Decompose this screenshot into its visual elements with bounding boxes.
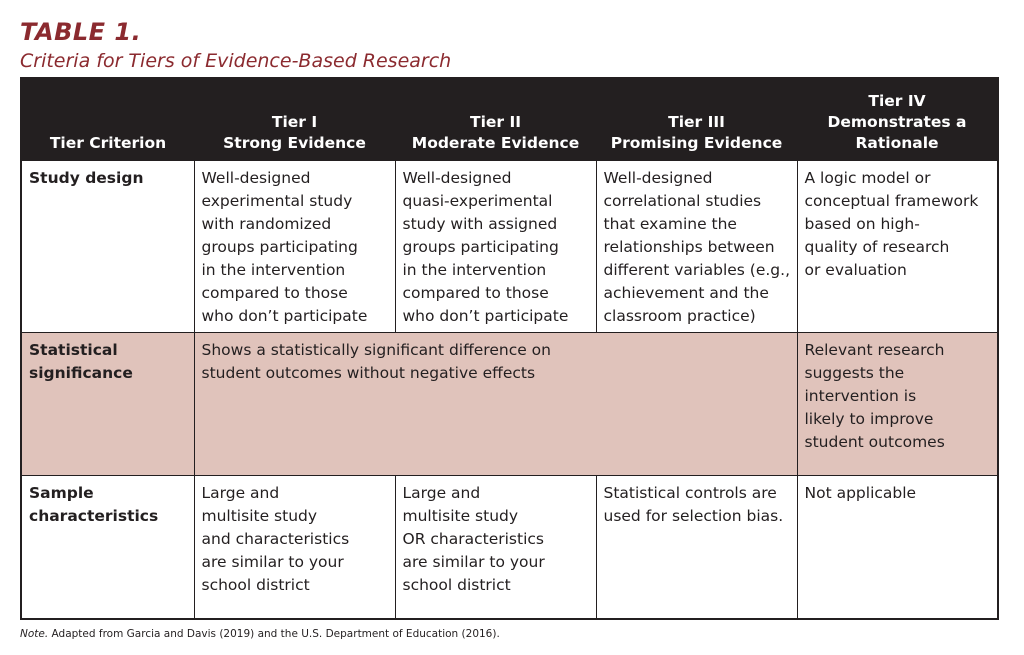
header-tier-3: Tier III Promising Evidence (596, 78, 797, 161)
table-subtitle: Criteria for Tiers of Evidence-Based Research (20, 50, 452, 72)
note-text: Adapted from Garcia and Davis (2019) and the U.S. Department of Education (2016). (48, 628, 500, 640)
row-sample-characteristics (21, 476, 998, 620)
cell-statistical-significance-tier-4: Relevant research suggests the intervention is likely to improve student outcomes (797, 333, 998, 476)
note-label: Note. (20, 628, 49, 640)
criterion-study-design: Study design (21, 161, 194, 333)
cell-sample-characteristics-tier-4: Not applicable (797, 476, 998, 620)
table-note (20, 628, 500, 640)
header-tier-criterion: Tier Criterion (21, 78, 194, 161)
row-study-design (21, 161, 998, 333)
evidence-tiers-table (20, 77, 999, 620)
criterion-sample-characteristics: Sample characteristics (21, 476, 194, 620)
cell-statistical-significance-tiers-1-3: Shows a statistically significant difference on student outcomes without negative effects (194, 333, 797, 476)
cell-sample-characteristics-tier-2: Large and multisite study OR characteristics are similar to your school district (395, 476, 596, 620)
cell-study-design-tier-4: A logic model or conceptual framework based on high- quality of research or evaluation (797, 161, 998, 333)
cell-study-design-tier-2: Well-designed quasi-experimental study with assigned groups participating in the intervention compared to those who don’t participate (395, 161, 596, 333)
header-row (21, 78, 998, 161)
cell-study-design-tier-1: Well-designed experimental study with randomized groups participating in the intervention compared to those who don’t participate (194, 161, 395, 333)
cell-sample-characteristics-tier-3: Statistical controls are used for selection bias. (596, 476, 797, 620)
row-statistical-significance (21, 333, 998, 476)
cell-sample-characteristics-tier-1: Large and multisite study and characteristics are similar to your school district (194, 476, 395, 620)
header-tier-4: Tier IV Demonstrates a Rationale (797, 78, 998, 161)
header-tier-1: Tier I Strong Evidence (194, 78, 395, 161)
table-title: TABLE 1. (20, 18, 142, 46)
cell-study-design-tier-3: Well-designed correlational studies that examine the relationships between different variables (e.g., achievement and the classroom practice) (596, 161, 797, 333)
criterion-statistical-significance: Statistical significance (21, 333, 194, 476)
header-tier-2: Tier II Moderate Evidence (395, 78, 596, 161)
